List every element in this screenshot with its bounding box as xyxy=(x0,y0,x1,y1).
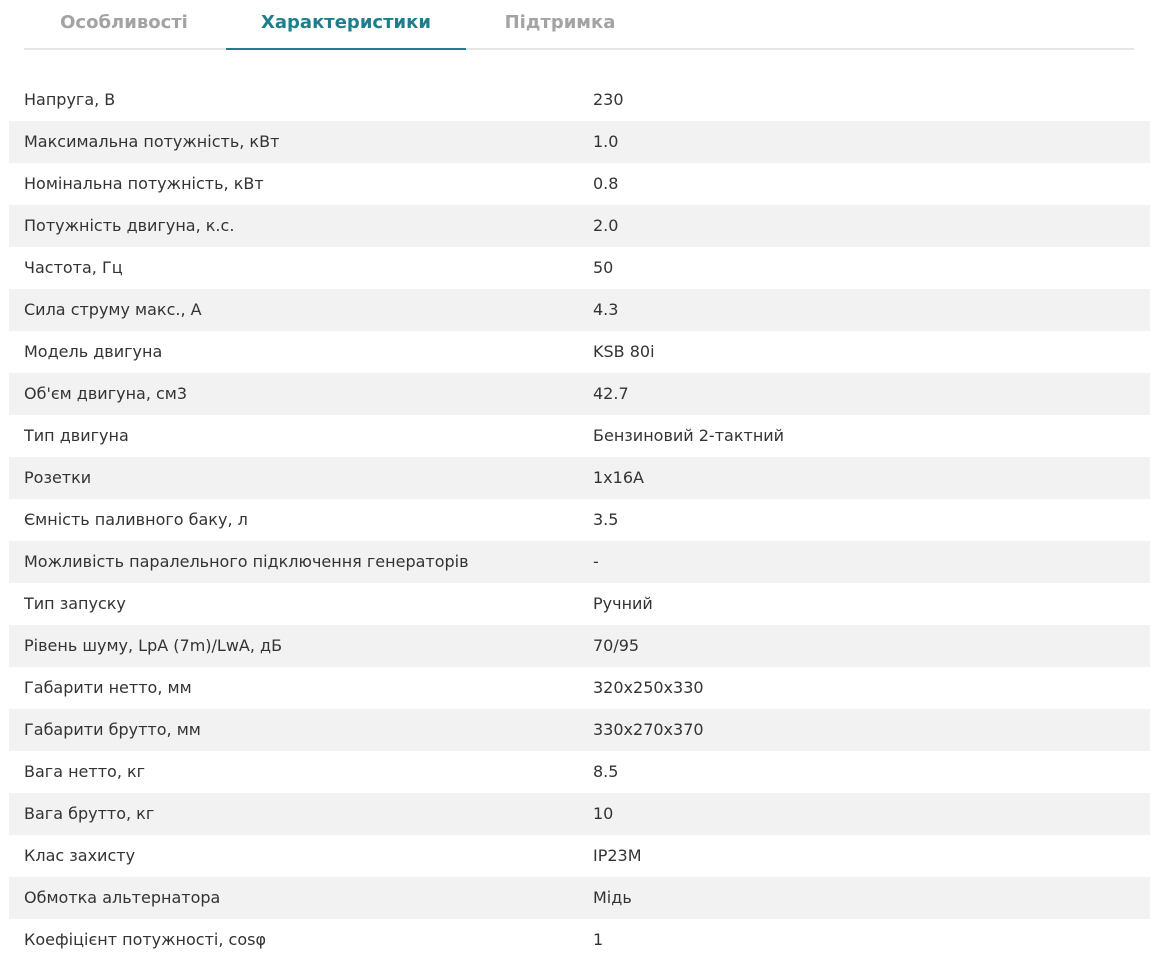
spec-value: 8.5 xyxy=(593,762,619,781)
spec-row xyxy=(9,919,1150,961)
spec-name: Номінальна потужність, кВт xyxy=(24,174,264,193)
spec-row xyxy=(9,121,1150,163)
spec-name: Тип двигуна xyxy=(24,426,129,445)
spec-name: Частота, Гц xyxy=(24,258,123,277)
spec-row xyxy=(9,373,1150,415)
spec-name: Обмотка альтернатора xyxy=(24,888,221,907)
spec-value: 0.8 xyxy=(593,174,619,193)
spec-value: 4.3 xyxy=(593,300,619,319)
spec-row xyxy=(9,499,1150,541)
spec-row xyxy=(9,625,1150,667)
spec-value: Бензиновий 2-тактний xyxy=(593,426,785,445)
spec-value: 42.7 xyxy=(593,384,629,403)
tab-bar xyxy=(24,0,1134,50)
spec-name: Напруга, В xyxy=(24,90,116,109)
spec-row xyxy=(9,163,1150,205)
spec-value: 1x16A xyxy=(593,468,644,487)
spec-name: Рівень шуму, LpA (7m)/LwA, дБ xyxy=(24,636,283,655)
spec-value: Мідь xyxy=(593,888,632,907)
spec-name: Вага брутто, кг xyxy=(24,804,155,823)
spec-name: Потужність двигуна, к.с. xyxy=(24,216,235,235)
spec-row xyxy=(9,751,1150,793)
spec-row xyxy=(9,667,1150,709)
spec-row xyxy=(9,541,1150,583)
spec-row xyxy=(9,793,1150,835)
spec-name: Сила струму макс., А xyxy=(24,300,202,319)
spec-row xyxy=(9,205,1150,247)
spec-value: 1.0 xyxy=(593,132,619,151)
spec-name: Максимальна потужність, кВт xyxy=(24,132,280,151)
tab-support[interactable]: Підтримка xyxy=(504,12,616,33)
spec-row xyxy=(9,709,1150,751)
spec-name: Розетки xyxy=(24,468,92,487)
spec-row xyxy=(9,835,1150,877)
spec-row xyxy=(9,289,1150,331)
spec-value: 330x270x370 xyxy=(593,720,704,739)
spec-value: 50 xyxy=(593,258,614,277)
spec-name: Клас захисту xyxy=(24,846,136,865)
spec-row xyxy=(9,457,1150,499)
spec-value: 2.0 xyxy=(593,216,619,235)
spec-name: Габарити брутто, мм xyxy=(24,720,201,739)
spec-value: 3.5 xyxy=(593,510,619,529)
spec-value: 230 xyxy=(593,90,624,109)
spec-name: Модель двигуна xyxy=(24,342,163,361)
spec-row xyxy=(9,331,1150,373)
tab-specifications[interactable]: Характеристики xyxy=(226,0,466,50)
spec-name: Об'єм двигуна, см3 xyxy=(24,384,188,403)
spec-name: Габарити нетто, мм xyxy=(24,678,192,697)
spec-value: IP23M xyxy=(593,846,642,865)
spec-name: Вага нетто, кг xyxy=(24,762,146,781)
spec-name: Коефіцієнт потужності, cosφ xyxy=(24,930,267,949)
spec-name: Можливість паралельного підключення генераторів xyxy=(24,552,469,571)
spec-row xyxy=(9,877,1150,919)
spec-row xyxy=(9,79,1150,121)
spec-value: 1 xyxy=(593,930,604,949)
spec-value: - xyxy=(593,552,599,571)
spec-value: KSB 80i xyxy=(593,342,655,361)
spec-name: Ємність паливного баку, л xyxy=(24,510,248,529)
spec-value: 70/95 xyxy=(593,636,640,655)
spec-value: 320x250x330 xyxy=(593,678,704,697)
spec-value: Ручний xyxy=(593,594,653,613)
spec-row xyxy=(9,415,1150,457)
spec-name: Тип запуску xyxy=(24,594,126,613)
spec-row xyxy=(9,247,1150,289)
spec-row xyxy=(9,583,1150,625)
tab-features[interactable]: Особливості xyxy=(60,12,188,33)
specifications-table xyxy=(9,79,1150,961)
spec-value: 10 xyxy=(593,804,614,823)
